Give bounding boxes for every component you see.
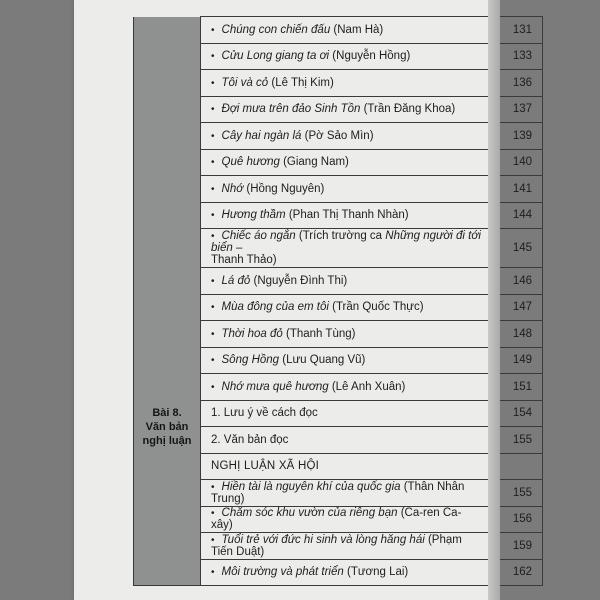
toc-entry-title	[201, 17, 490, 44]
toc-item: 2. Văn bản đọc	[201, 427, 490, 454]
book-page	[74, 0, 532, 600]
page-number: 136	[490, 70, 543, 97]
page-number: 141	[490, 176, 543, 203]
toc-entry-title	[201, 480, 490, 507]
bullet-icon: •	[211, 381, 215, 393]
bullet-icon: •	[211, 231, 215, 242]
work-title: Chiếc áo ngắn	[221, 230, 296, 242]
bullet-icon: •	[211, 210, 215, 222]
lesson-column-blank	[134, 17, 201, 401]
bullet-icon: •	[211, 275, 215, 287]
page-number: 144	[490, 202, 543, 229]
page-number: 146	[490, 268, 543, 295]
toc-entry-title	[201, 559, 490, 586]
work-title: Đợi mưa trên đảo Sinh Tồn	[221, 103, 361, 116]
toc-entry-title	[201, 374, 490, 401]
page-number: 139	[490, 123, 543, 150]
page-number: 151	[490, 374, 543, 401]
lesson-label	[134, 400, 201, 586]
work-title: Nhớ	[221, 182, 244, 195]
author: (Nguyễn Hồng)	[329, 50, 411, 63]
bullet-icon: •	[211, 328, 215, 340]
work-title: Thời hoa đỏ	[221, 327, 283, 340]
page-number: 140	[490, 149, 543, 176]
bullet-icon: •	[211, 130, 215, 142]
page-number: 159	[490, 533, 543, 560]
page-number: 145	[490, 229, 543, 268]
page-number: 133	[490, 43, 543, 70]
author: (Hồng Nguyên)	[243, 182, 325, 195]
bullet-icon: •	[211, 104, 215, 116]
author: Thanh Thảo)	[211, 254, 277, 266]
lesson-number: Bài 8.	[152, 407, 182, 419]
toc-entry-title	[201, 506, 490, 533]
bullet-icon: •	[211, 302, 215, 314]
bullet-icon: •	[211, 508, 215, 520]
toc-entry-title	[201, 96, 490, 123]
toc-entry-title	[201, 176, 490, 203]
toc-entry-title	[201, 202, 490, 229]
toc-entry-title	[201, 347, 490, 374]
author: (Ca-ren Ca-xây)	[211, 507, 462, 532]
page-number: 137	[490, 96, 543, 123]
author: (Phạm Tiến Duật)	[211, 533, 462, 558]
lesson-name-line2: nghị luận	[142, 435, 192, 447]
toc-entry-title	[201, 70, 490, 97]
bullet-icon: •	[211, 51, 215, 63]
work-title: Hiền tài là nguyên khí của quốc gia	[221, 480, 401, 493]
work-title: Môi trường và phát triển	[221, 566, 344, 579]
page-number: 149	[490, 347, 543, 374]
page-number: 131	[490, 17, 543, 44]
author: (Lưu Quang Vũ)	[279, 354, 366, 367]
author: (Thân Nhân Trung)	[211, 480, 465, 505]
work-title: Hương thầm	[221, 209, 286, 222]
page-number: 155	[490, 480, 543, 507]
author: (Lê Anh Xuân)	[328, 380, 406, 393]
lesson-name-line1: Văn bản	[145, 421, 189, 433]
source-work-title: Những người đi tới biển	[211, 230, 481, 254]
page-number: 156	[490, 506, 543, 533]
work-title: Mùa đông của em tôi	[221, 301, 329, 314]
bullet-icon: •	[211, 24, 215, 36]
bullet-icon: •	[211, 157, 215, 169]
author: (Phan Thị Thanh Nhàn)	[285, 209, 409, 222]
page-number: 154	[490, 400, 543, 427]
toc-entry-title	[201, 268, 490, 295]
toc-entry-title	[201, 149, 490, 176]
toc-entry-title	[201, 321, 490, 348]
author: (Pờ Sảo Mìn)	[301, 129, 374, 142]
bullet-icon: •	[211, 534, 215, 546]
work-title: Sông Hồng	[221, 354, 280, 367]
bullet-icon: •	[211, 481, 215, 493]
title-note: (Trích trường ca	[295, 230, 386, 242]
work-title: Tuổi trẻ với đức hi sinh và lòng hăng hái	[221, 533, 425, 546]
page-number: 155	[490, 427, 543, 454]
toc-row	[134, 400, 543, 427]
table-of-contents	[133, 16, 543, 586]
toc-entry-title	[201, 229, 490, 268]
toc-entry-title	[201, 43, 490, 70]
work-title: Chăm sóc khu vườn của riêng bạn	[221, 507, 398, 520]
work-title: Cây hai ngàn lá	[221, 129, 302, 142]
author: (Trần Quốc Thực)	[328, 301, 424, 314]
toc-item: 1. Lưu ý về cách đọc	[201, 400, 490, 427]
bullet-icon: •	[211, 183, 215, 195]
toc-row	[134, 17, 543, 44]
author: (Tương Lai)	[343, 566, 409, 579]
work-title: Lá đỏ	[221, 274, 251, 287]
title-dash: –	[232, 242, 243, 254]
page-number: 148	[490, 321, 543, 348]
author: (Nguyễn Đình Thi)	[250, 274, 348, 287]
bullet-icon: •	[211, 77, 215, 89]
toc-entry-title	[201, 533, 490, 560]
bullet-icon: •	[211, 567, 215, 579]
page-number: 147	[490, 294, 543, 321]
work-title: Chúng con chiến đấu	[221, 23, 331, 36]
author: (Thanh Tùng)	[282, 327, 356, 340]
author: (Nam Hà)	[330, 23, 384, 36]
page-edge	[488, 0, 500, 600]
author: (Trần Đăng Khoa)	[360, 103, 456, 116]
work-title: Nhớ mưa quê hương	[221, 380, 329, 393]
section-heading: NGHỊ LUẬN XÃ HỘI	[201, 453, 490, 480]
work-title: Tôi và cỏ	[221, 76, 269, 89]
bullet-icon: •	[211, 355, 215, 367]
toc-entry-title	[201, 123, 490, 150]
author: (Giang Nam)	[279, 156, 349, 169]
toc-entry-title	[201, 294, 490, 321]
work-title: Quê hương	[221, 156, 280, 169]
page-number: 162	[490, 559, 543, 586]
work-title: Cửu Long giang ta ơi	[221, 50, 330, 63]
author: (Lê Thị Kim)	[268, 76, 334, 89]
